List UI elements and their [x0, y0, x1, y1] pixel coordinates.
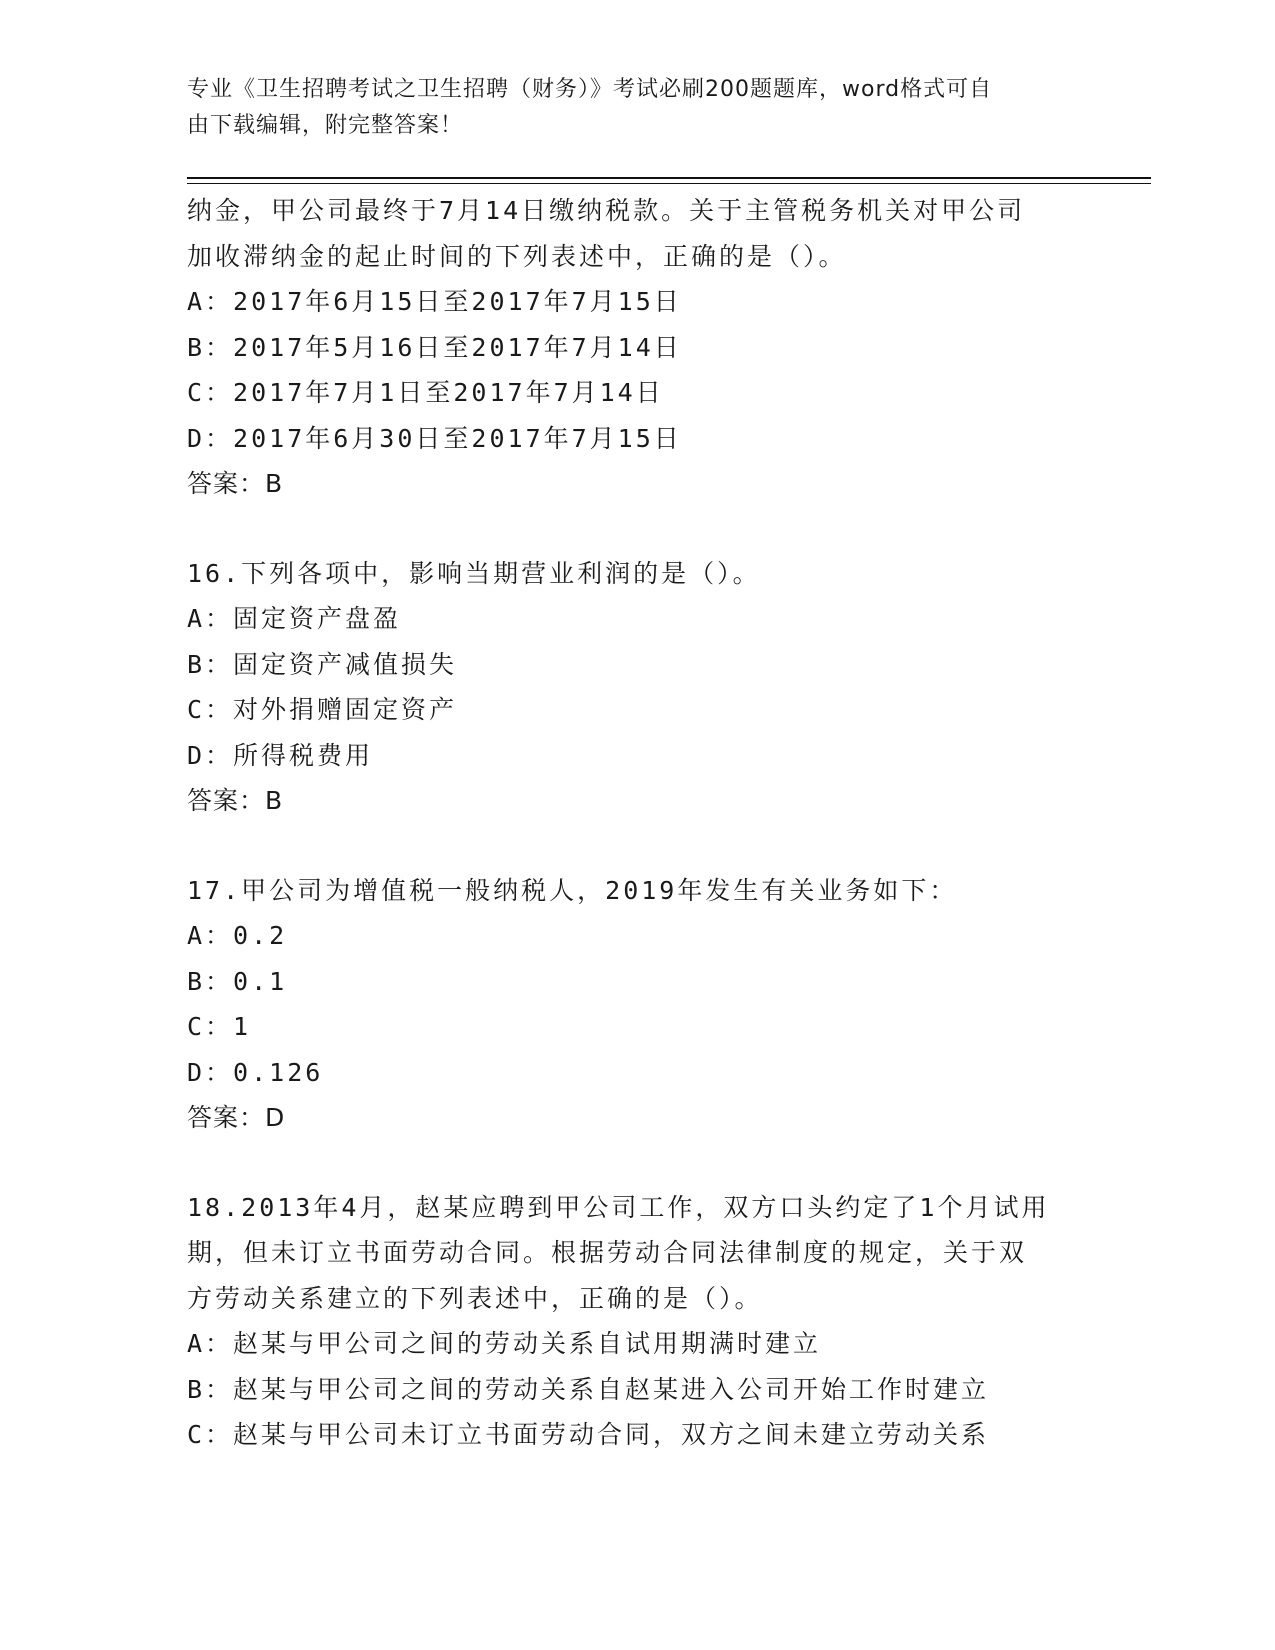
option-d: D：0.126 — [187, 1057, 324, 1087]
question-stem-line: 18.2013年4月，赵某应聘到甲公司工作，双方口头约定了1个月试用 — [187, 1192, 1050, 1222]
answer-text: 答案：B — [187, 469, 284, 498]
header-line-1: 专业《卫生招聘考试之卫生招聘（财务）》考试必刷200题题库，word格式可自 — [187, 77, 993, 102]
option-c: C：赵某与甲公司未订立书面劳动合同，双方之间未建立劳动关系 — [187, 1420, 990, 1449]
question-17 — [187, 868, 1087, 1141]
option-a: A：2017年6月15日至2017年7月15日 — [187, 287, 682, 316]
question-stem-line: 纳金，甲公司最终于7月14日缴纳税款。关于主管税务机关对甲公司 — [187, 196, 1026, 225]
option-b: B：固定资产减值损失 — [187, 649, 458, 679]
document-header — [187, 72, 1067, 144]
question-stem-line: 方劳动关系建立的下列表述中，正确的是（）。 — [187, 1283, 763, 1313]
question-stem-line: 17.甲公司为增值税一般纳税人，2019年发生有关业务如下： — [187, 875, 958, 905]
option-a: A：0.2 — [187, 921, 288, 950]
answer-text: 答案：B — [187, 786, 284, 815]
option-b: B：2017年5月16日至2017年7月14日 — [187, 332, 682, 362]
answer-text: 答案：D — [187, 1103, 286, 1132]
question-stem-line: 16.下列各项中，影响当期营业利润的是（）。 — [187, 558, 761, 588]
header-line-2: 由下载编辑，附完整答案！ — [187, 113, 464, 138]
spacer — [187, 1141, 1087, 1185]
spacer — [187, 507, 1087, 551]
option-c: C：对外捐赠固定资产 — [187, 695, 458, 724]
option-d: D：所得税费用 — [187, 740, 374, 770]
header-divider-thin — [187, 183, 1151, 184]
option-a: A：赵某与甲公司之间的劳动关系自试用期满时建立 — [187, 1329, 822, 1358]
option-c: C：2017年7月1日至2017年7月14日 — [187, 378, 664, 407]
spacer — [187, 824, 1087, 868]
option-b: B：0.1 — [187, 966, 288, 996]
question-15 — [187, 188, 1087, 507]
header-divider-thick — [187, 177, 1151, 179]
question-stem-line: 期，但未订立书面劳动合同。根据劳动合同法律制度的规定，关于双 — [187, 1238, 1028, 1267]
question-stem-line: 加收滞纳金的起止时间的下列表述中，正确的是（）。 — [187, 241, 847, 271]
question-18 — [187, 1185, 1087, 1458]
option-c: C：1 — [187, 1012, 252, 1041]
question-content — [187, 188, 1087, 1458]
option-d: D：2017年6月30日至2017年7月15日 — [187, 423, 682, 453]
option-b: B：赵某与甲公司之间的劳动关系自赵某进入公司开始工作时建立 — [187, 1374, 990, 1404]
question-16 — [187, 551, 1087, 824]
option-a: A：固定资产盘盈 — [187, 604, 402, 633]
